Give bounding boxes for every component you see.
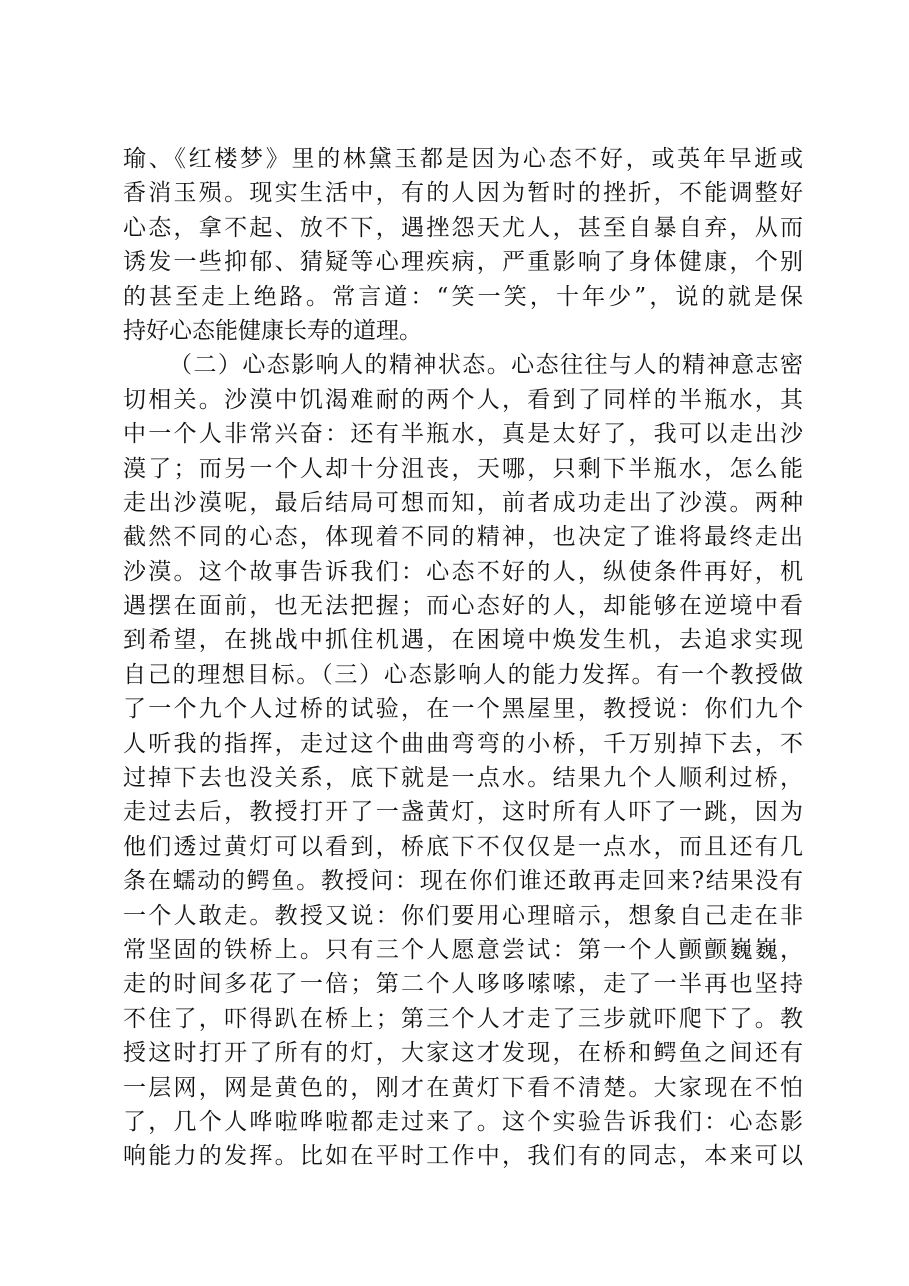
text-line: 走过去后，教授打开了一盏黄灯，这时所有人吓了一跳，因为	[123, 799, 803, 826]
text-line: 切相关。沙漠中饥渴难耐的两个人，看到了同样的半瓶水，其	[123, 386, 803, 413]
text-line: 沙漠。这个故事告诉我们：心态不好的人，纵使条件再好，机	[123, 558, 803, 585]
text-line: 遇摆在面前，也无法把握；而心态好的人，却能够在逆境中看	[123, 593, 803, 620]
text-line: 走出沙漠呢，最后结局可想而知，前者成功走出了沙漠。两种	[123, 489, 803, 516]
text-line: 一个人敢走。教授又说：你们要用心理暗示，想象自己走在非	[123, 902, 803, 929]
text-line: 他们透过黄灯可以看到，桥底下不仅仅是一点水，而且还有几	[123, 833, 803, 860]
text-line: 常坚固的铁桥上。只有三个人愿意尝试：第一个人颤颤巍巍，	[123, 936, 803, 963]
text-line: 截然不同的心态，体现着不同的精神，也决定了谁将最终走出	[123, 524, 803, 551]
text-line: 条在蠕动的鳄鱼。教授问：现在你们谁还敢再走回来?结果没有	[123, 868, 803, 895]
body-text	[123, 142, 803, 1174]
text-line: 不住了，吓得趴在桥上；第三个人才走了三步就吓爬下了。教	[123, 1005, 803, 1032]
text-line: 瑜、《红楼梦》里的林黛玉都是因为心态不好，或英年早逝或	[123, 146, 803, 172]
text-line: 诱发一些抑郁、猜疑等心理疾病，严重影响了身体健康，个别	[123, 249, 803, 276]
text-line: 人听我的指挥，走过这个曲曲弯弯的小桥，千万别掉下去，不	[123, 730, 803, 757]
text-line: 漠了；而另一个人却十分沮丧，天哪，只剩下半瓶水，怎么能	[123, 455, 803, 482]
text-line: 授这时打开了所有的灯，大家这才发现，在桥和鳄鱼之间还有	[123, 1040, 803, 1067]
text-line: 过掉下去也没关系，底下就是一点水。结果九个人顺利过桥，	[123, 765, 803, 792]
text-line: 心态，拿不起、放不下，遇挫怨天尤人，甚至自暴自弃，从而	[123, 214, 803, 241]
text-line: 响能力的发挥。比如在平时工作中，我们有的同志，本来可以	[123, 1143, 803, 1170]
text-line: 持好心态能健康长寿的道理。	[123, 317, 422, 344]
text-line: 的甚至走上绝路。常言道：“笑一笑，十年少”，说的就是保	[123, 283, 803, 310]
text-line: 自己的理想目标。（三）心态影响人的能力发挥。有一个教授做	[123, 661, 803, 688]
text-line: 走的时间多花了一倍；第二个人哆哆嗦嗦，走了一半再也坚持	[123, 971, 803, 998]
text-line: 一层网，网是黄色的，刚才在黄灯下看不清楚。大家现在不怕	[123, 1074, 803, 1101]
text-line: 中一个人非常兴奋：还有半瓶水，真是太好了，我可以走出沙	[123, 421, 803, 448]
text-line: 了，几个人哗啦哗啦都走过来了。这个实验告诉我们：心态影	[123, 1108, 803, 1135]
text-line: 到希望，在挑战中抓住机遇，在困境中焕发生机，去追求实现	[123, 627, 803, 654]
text-line: 香消玉殒。现实生活中，有的人因为暂时的挫折，不能调整好	[123, 180, 803, 207]
paragraph-start-line: （二）心态影响人的精神状态。心态往往与人的精神意志密	[169, 352, 803, 379]
text-line: 了一个九个人过桥的试验，在一个黑屋里，教授说：你们九个	[123, 696, 803, 723]
